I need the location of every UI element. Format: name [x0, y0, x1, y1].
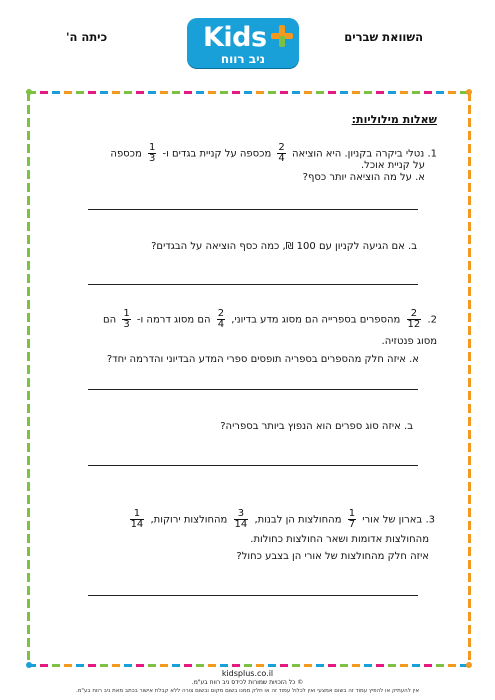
q2-text-b: הם מסוג דרמה ו- — [136, 314, 211, 326]
q1-fraction-a: $\frac{2}{4}$ — [278, 142, 285, 164]
q1-line2: על קניית אוכל. — [360, 160, 425, 171]
q1-text-b: מכספה על קניית בגדים ו- — [162, 148, 272, 160]
corner-dot-top-right — [466, 89, 472, 95]
q3-text-b: מהחולצות הן לבנות, — [254, 514, 342, 526]
q2-text-a: מהספרים בספרייה הם מסוג מדע בדיוני, — [231, 314, 401, 326]
answer-line[interactable] — [88, 284, 418, 285]
corner-dot-bottom-right — [466, 662, 472, 668]
q1-text-a: נטלי ביקרה בקניון. היא הוציאה — [291, 148, 425, 160]
footer-copyright: © כל הזכויות שמורות לכידס ניב רווח בע"מ. — [191, 679, 304, 686]
answer-line[interactable] — [88, 595, 418, 596]
worksheet-topic: השוואת שברים — [344, 30, 423, 44]
answer-line[interactable] — [88, 465, 418, 466]
frame-bottom-border — [28, 664, 472, 667]
q3-fraction-c: $\frac{1}{14}$ — [130, 508, 144, 530]
frame-left-border — [27, 92, 30, 666]
q3-text-a: בארון של אורי — [362, 514, 423, 526]
frame-top-border — [28, 91, 472, 94]
q1-sub-a: א. על מה הוציאה יותר כסף? — [302, 172, 425, 183]
q2-sub-b: ב. איזה סוג ספרים הוא הנפוץ ביותר בספריה? — [220, 421, 413, 432]
q2-fraction-a: $\frac{2}{12}$ — [407, 308, 421, 330]
q2-fraction-b: $\frac{2}{4}$ — [217, 308, 225, 330]
q1-number: 1. — [427, 148, 437, 160]
q2-line2: מסוג פנטזיה. — [381, 336, 437, 347]
q2-text-c: הם — [103, 314, 117, 326]
q1-fraction-b: $\frac{1}{3}$ — [148, 142, 156, 164]
q3-fraction-b: $\frac{3}{14}$ — [234, 508, 248, 530]
q3-line3: איזה חלק מהחולצות של אורי הן בצבע כחול? — [236, 551, 429, 562]
q3-text-c: מהחולצות ירוקות, — [150, 514, 228, 526]
corner-dot-bottom-left — [26, 662, 32, 668]
footer-url[interactable]: kidsplus.co.il — [221, 669, 274, 678]
frame-right-border — [468, 92, 471, 666]
answer-line[interactable] — [88, 209, 418, 210]
q2-fraction-c: $\frac{1}{3}$ — [123, 308, 130, 330]
answer-line[interactable] — [88, 389, 418, 390]
section-title: שאלות מילוליות: — [351, 113, 437, 126]
corner-dot-top-left — [26, 89, 32, 95]
q2-number: 2. — [427, 314, 437, 326]
grade-label: כיתה ה' — [66, 30, 108, 44]
q1-text-c: מכספה — [110, 148, 142, 160]
q3-line1 — [75, 509, 435, 530]
q3-number: 3. — [425, 514, 435, 526]
q2-sub-a: א. איזה חלק מהספרים בספריה תופסים ספרי המדע הבדיוני והדרמה יחד? — [106, 354, 419, 365]
kids-logo[interactable] — [187, 18, 299, 68]
q1-sub-b: ב. אם הגיעה לקניון עם 100 ₪, כמה כסף הוציאה על הבגדים? — [151, 241, 417, 252]
q3-fraction-a: $\frac{1}{7}$ — [348, 508, 356, 530]
q3-line2: מהחולצות אדומות ושאר החולצות כחולות. — [250, 534, 429, 545]
logo-subtitle: ניב רווח — [220, 52, 266, 66]
q2-line1 — [77, 309, 437, 330]
plus-icon — [271, 25, 293, 47]
footer-legal-note: אין להעתיק או להפיץ עמוד זה בשום אמצעי ואין לכלול עמוד זה או חלק ממנו בשום מקום ובשום צורה ללא קבלת אישור בכתב מאת ניב רווח בע"מ. — [75, 688, 420, 694]
logo-text: Kids — [203, 22, 267, 53]
